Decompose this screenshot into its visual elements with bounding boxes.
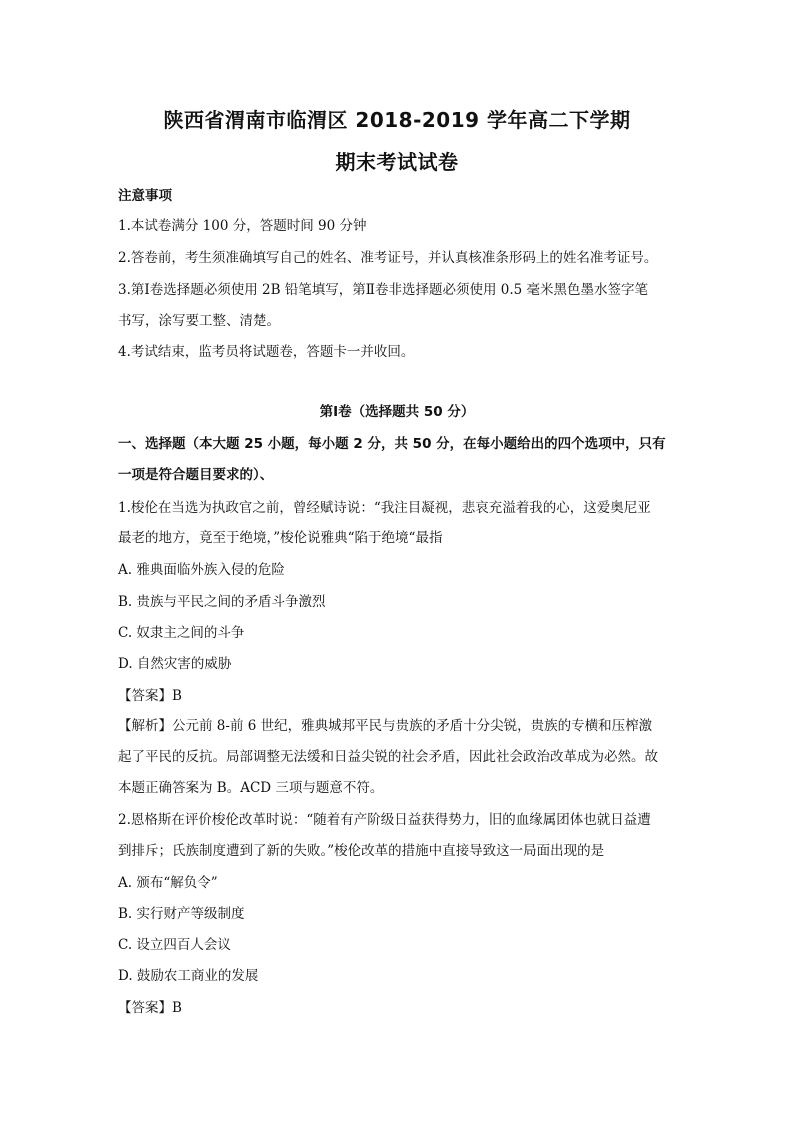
- q1-stem-line1: 1.梭伦在当选为执政官之前，曾经赋诗说：“我注目凝视，悲哀充溢着我的心，这爱奥尼亚: [118, 500, 651, 516]
- q1-analysis-line1: 【解析】公元前 8-前 6 世纪，雅典城邦平民与贵族的矛盾十分尖锐，贵族的专横和压榨激: [118, 718, 653, 734]
- notice-heading: 注意事项: [118, 188, 172, 204]
- exam-title-line2: 期末考试试卷: [335, 150, 459, 174]
- q1-answer: 【答案】B: [118, 688, 182, 704]
- q1-option-a: A. 雅典面临外族入侵的危险: [118, 562, 285, 578]
- q1-stem-line2: 最老的地方，竟至于绝境，”梭伦说雅典“陷于绝境“最指: [118, 530, 443, 546]
- notice-item-1: 1.本试卷满分 100 分，答题时间 90 分钟: [118, 218, 367, 234]
- q1-analysis-line3: 本题正确答案为 B。ACD 三项与题意不符。: [118, 780, 384, 796]
- exam-title-line1: 陕西省渭南市临渭区 2018-2019 学年高二下学期: [163, 108, 631, 132]
- section-title: 第Ⅰ卷（选择题共 50 分）: [319, 404, 475, 420]
- section-instructions-line1: 一、选择题（本大题 25 小题，每小题 2 分，共 50 分，在每小题给出的四个选项中，只有: [118, 436, 666, 452]
- notice-item-4: 4.考试结束，监考员将试题卷，答题卡一并收回。: [118, 344, 415, 360]
- q1-option-b: B. 贵族与平民之间的矛盾斗争激烈: [118, 594, 326, 610]
- section-instructions-line2: 一项是符合题目要求的）、: [118, 467, 274, 483]
- q1-option-d: D. 自然灾害的威胁: [118, 656, 232, 672]
- q2-stem-line1: 2.恩格斯在评价梭伦改革时说：“随着有产阶级日益获得势力，旧的血缘属团体也就日益遭: [118, 812, 651, 828]
- q1-analysis-line2: 起了平民的反抗。局部调整无法缓和日益尖锐的社会矛盾，因此社会政治改革成为必然。故: [118, 749, 658, 765]
- q1-option-c: C. 奴隶主之间的斗争: [118, 625, 245, 641]
- q2-stem-line2: 到排斥；氏族制度遭到了新的失败。”梭伦改革的措施中直接导致这一局面出现的是: [118, 843, 605, 859]
- q2-answer: 【答案】B: [118, 1000, 182, 1016]
- notice-item-3: 3.第Ⅰ卷选择题必须使用 2B 铅笔填写，第Ⅱ卷非选择题必须使用 0.5 毫米黑色墨水签字笔: [118, 282, 649, 298]
- q2-option-d: D. 鼓励农工商业的发展: [118, 968, 259, 984]
- notice-item-3-cont: 书写，涂写要工整、清楚。: [118, 313, 280, 329]
- q2-option-c: C. 设立四百人会议: [118, 937, 231, 953]
- q2-option-a: A. 颁布“解负令”: [118, 875, 218, 891]
- notice-item-2: 2.答卷前，考生须准确填写自己的姓名、准考证号，并认真核准条形码上的姓名准考证号。: [118, 250, 658, 266]
- q2-option-b: B. 实行财产等级制度: [118, 906, 245, 922]
